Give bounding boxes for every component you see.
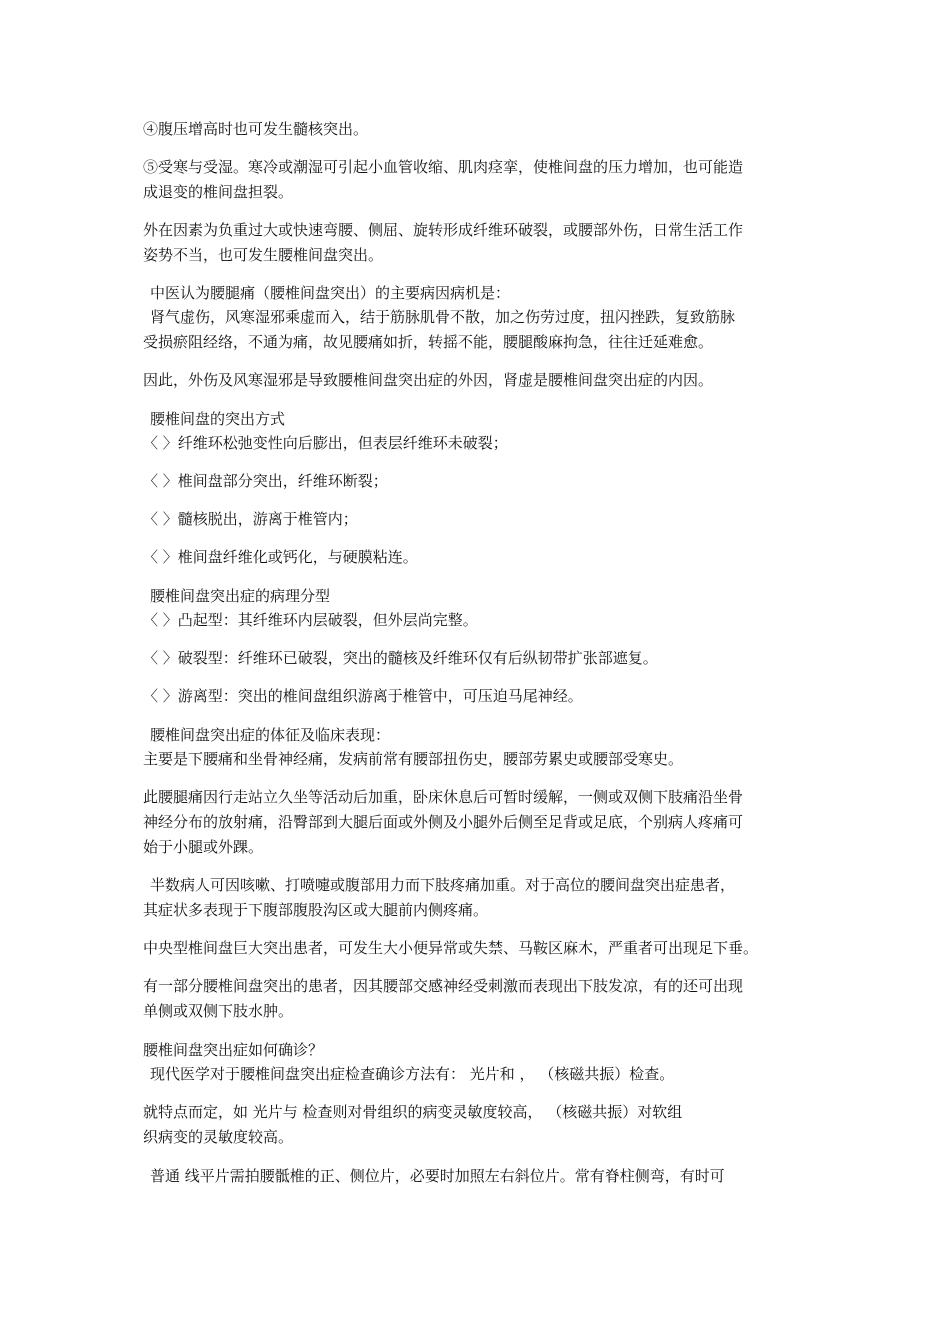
list-item: 〈 〉椎间盘纤维化或钙化，与硬膜粘连。 [143, 548, 418, 566]
text-line: 现代医学对于腰椎间盘突出症检查确诊方法有： 光片和 ， （核磁共振）检查。 [150, 1065, 675, 1083]
text-line: 织病变的灵敏度较高。 [143, 1128, 294, 1146]
list-item: 〈 〉破裂型：纤维环已破裂，突出的髓核及纤维环仅有后纵韧带扩张部遮复。 [143, 649, 658, 667]
text-line: 有一部分腰椎间盘突出的患者，因其腰部交感神经受刺激而表现出下肢发凉，有的还可出现 [143, 977, 744, 995]
text-line: 此腰腿痛因行走站立久坐等活动后加重，卧床休息后可暂时缓解，一侧或双侧下肢痛沿坐骨 [143, 788, 744, 806]
section-heading: 腰椎间盘突出症的体征及临床表现： [150, 726, 391, 744]
text-line: 神经分布的放射痛，沿臀部到大腿后面或外侧及小腿外后侧至足背或足底，个别病人疼痛可 [143, 813, 744, 831]
text-line: 外在因素为负重过大或快速弯腰、侧屈、旋转形成纤维环破裂，或腰部外伤，日常生活工作 [143, 221, 744, 239]
text-line: 单侧或双侧下肢水肿。 [143, 1002, 294, 1020]
list-item: 〈 〉游离型：突出的椎间盘组织游离于椎管中，可压迫马尾神经。 [143, 687, 583, 705]
list-item: 〈 〉凸起型：其纤维环内层破裂，但外层尚完整。 [143, 611, 478, 629]
text-line: 主要是下腰痛和坐骨神经痛，发病前常有腰部扭伤史，腰部劳累史或腰部受寒史。 [143, 750, 684, 768]
text-line: 姿势不当，也可发生腰椎间盘突出。 [143, 246, 384, 264]
list-item: 〈 〉髓核脱出，游离于椎管内； [143, 510, 358, 528]
text-line: 因此，外伤及风寒湿邪是导致腰椎间盘突出症的外因，肾虚是腰椎间盘突出症的内因。 [143, 371, 714, 389]
text-line: 就特点而定，如 光片与 检查则对骨组织的病变灵敏度较高， （核磁共振）对软组 [143, 1103, 683, 1121]
list-item: 〈 〉椎间盘部分突出，纤维环断裂； [143, 472, 388, 490]
text-line: 半数病人可因咳嗽、打喷嚏或腹部用力而下肢疼痛加重。对于高位的腰间盘突出症患者， [150, 876, 736, 894]
text-line: 受损瘀阻经络，不通为痛，故见腰痛如折，转摇不能，腰腿酸麻拘急，往往迁延难愈。 [143, 333, 714, 351]
text-line: 普通 线平片需拍腰骶椎的正、侧位片，必要时加照左右斜位片。常有脊柱侧弯，有时可 [150, 1167, 725, 1185]
text-line: 中央型椎间盘巨大突出患者，可发生大小便异常或失禁、马鞍区麻木，严重者可出现足下垂。 [143, 939, 759, 957]
section-heading: 腰椎间盘的突出方式 [150, 410, 286, 428]
text-line: 其症状多表现于下腹部腹股沟区或大腿前内侧疼痛。 [143, 901, 489, 919]
text-line: ④腹压增高时也可发生髓核突出。 [143, 120, 369, 138]
text-line: 始于小腿或外踝。 [143, 838, 264, 856]
text-line: ⑤受寒与受湿。寒冷或潮湿可引起小血管收缩、肌肉痉挛，使椎间盘的压力增加，也可能造 [143, 158, 744, 176]
section-heading: 腰椎间盘突出症如何确诊？ [143, 1041, 324, 1059]
text-line: 成退变的椎间盘担裂。 [143, 183, 294, 201]
text-line: 肾气虚伤，风寒湿邪乘虚而入，结于筋脉肌骨不散，加之伤劳过度，扭闪挫跌，复致筋脉 [150, 308, 736, 326]
section-heading: 中医认为腰腿痛（腰椎间盘突出）的主要病因病机是： [150, 284, 511, 302]
list-item: 〈 〉纤维环松弛变性向后膨出，但表层纤维环未破裂； [143, 434, 508, 452]
section-heading: 腰椎间盘突出症的病理分型 [150, 587, 331, 605]
